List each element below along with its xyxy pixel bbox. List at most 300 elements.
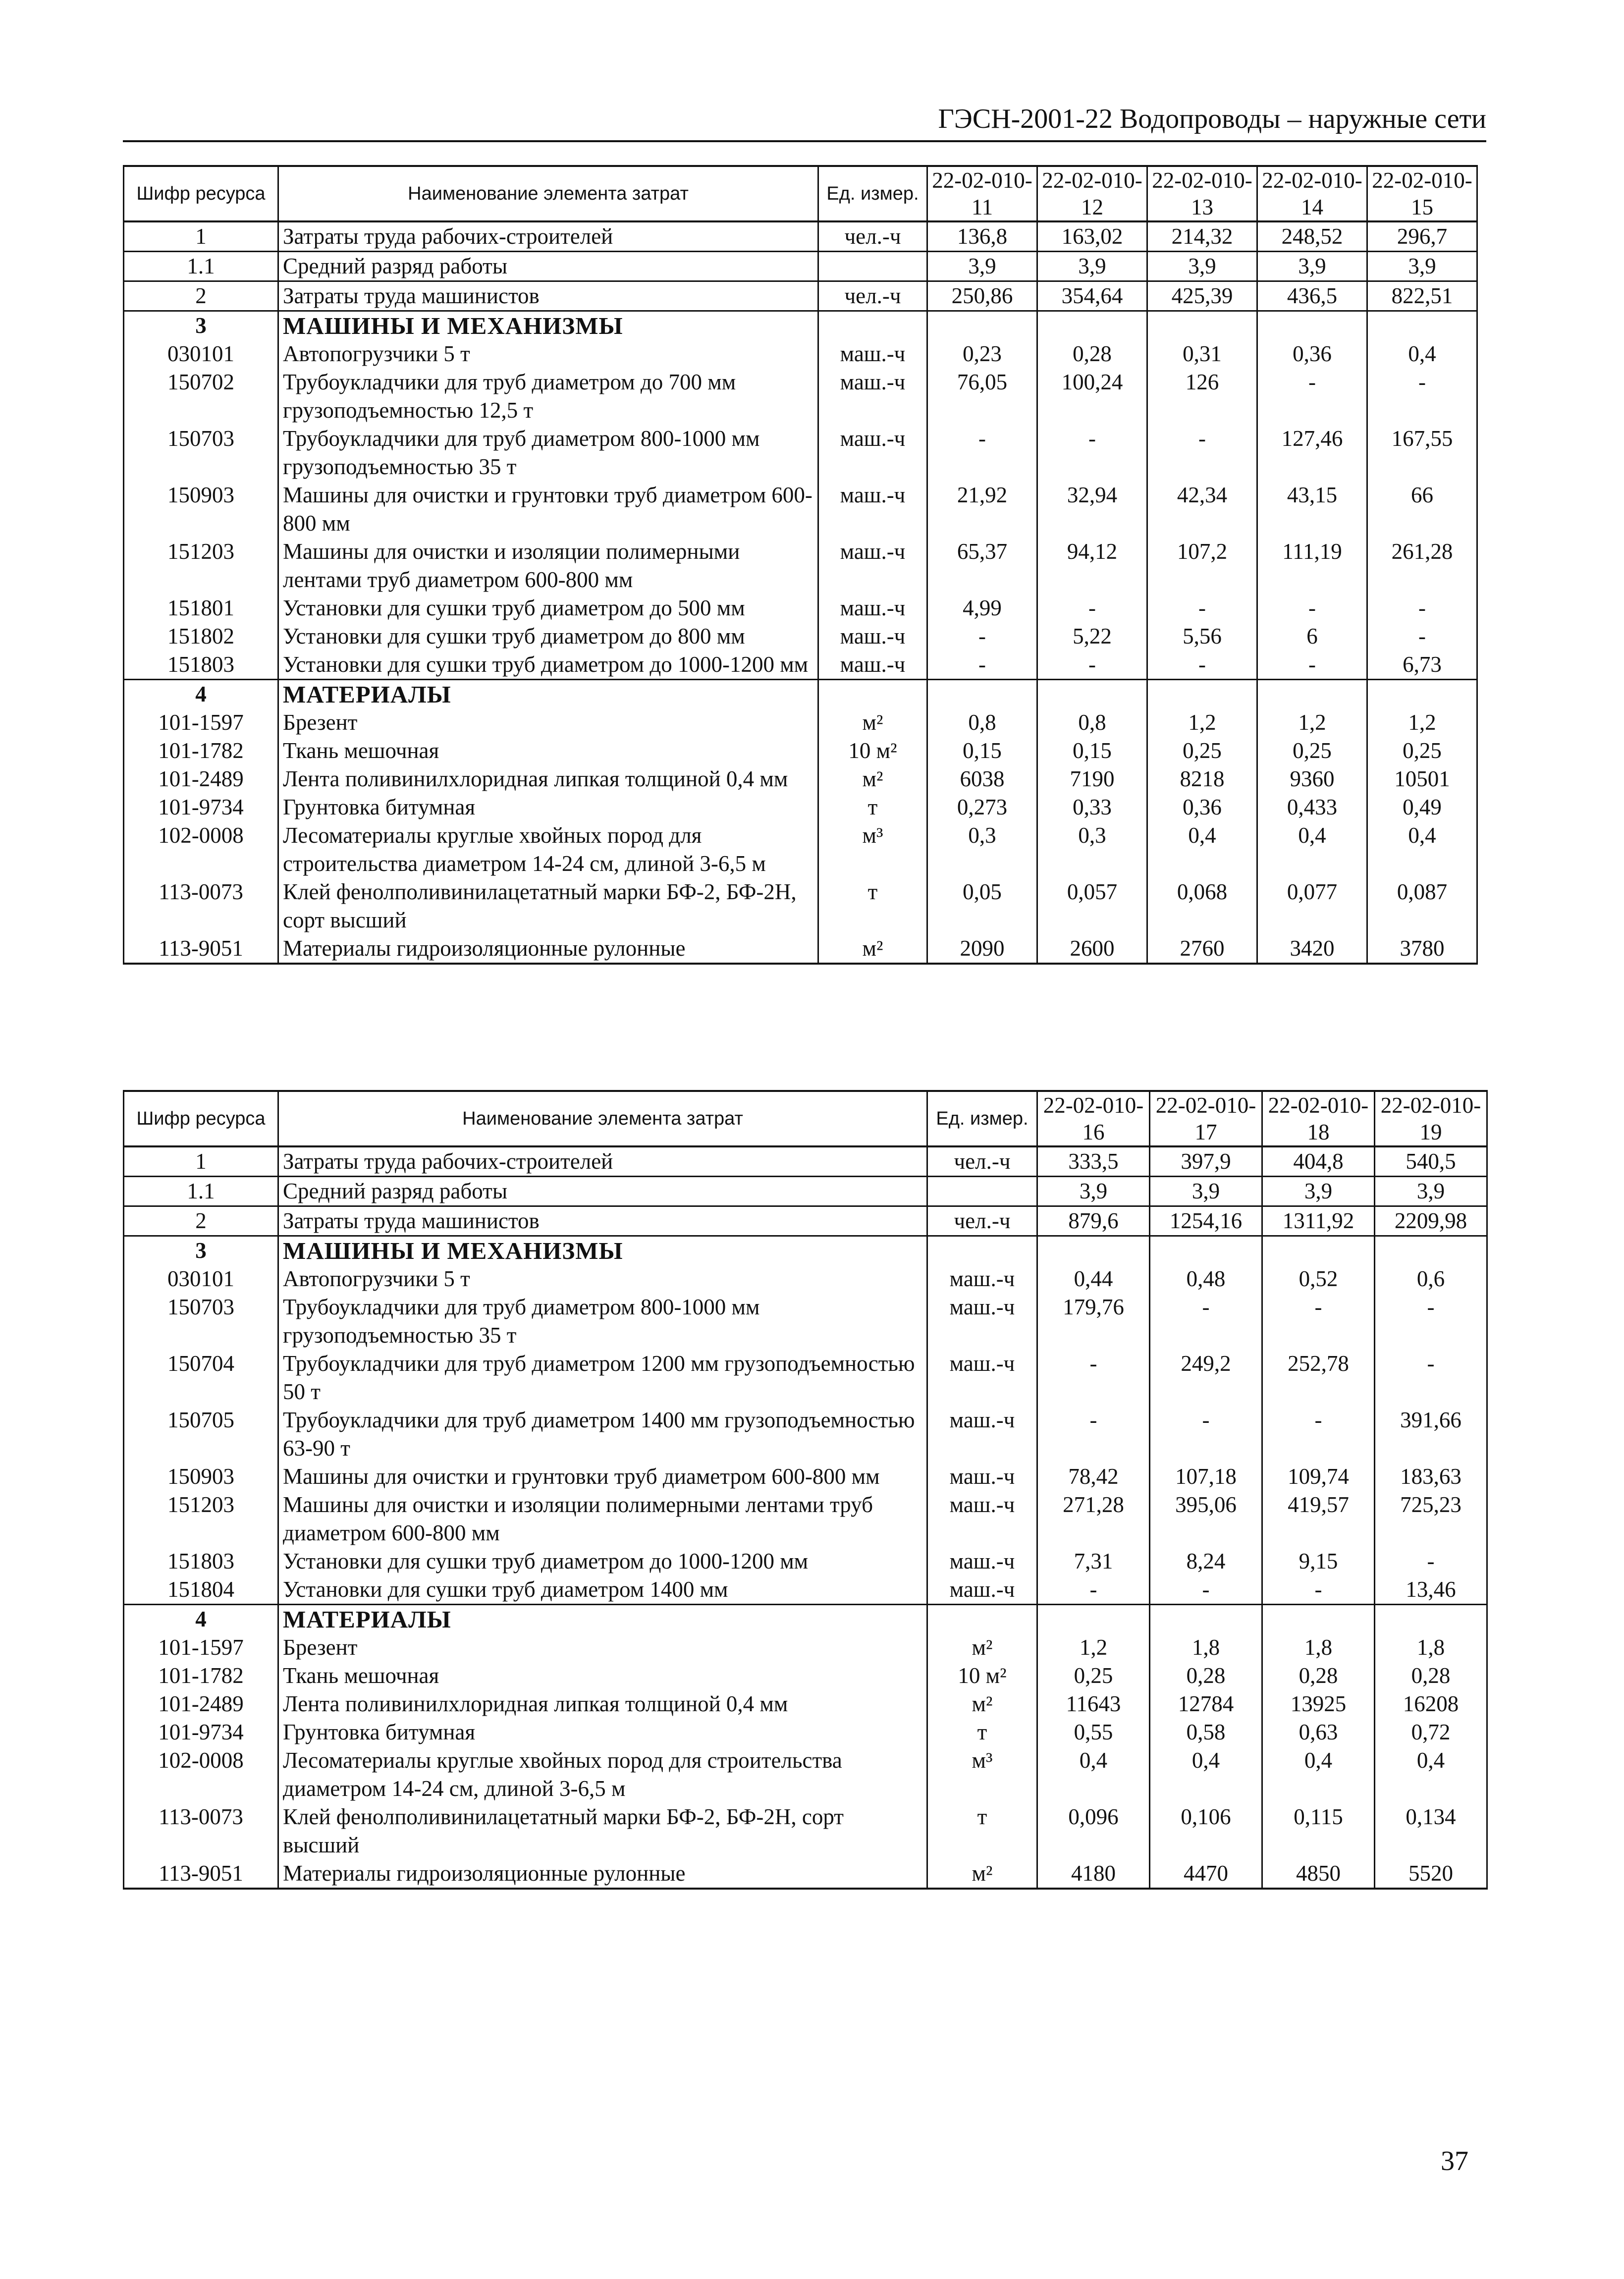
table-row — [124, 481, 1477, 538]
row-unit: маш.-ч — [927, 1547, 1037, 1575]
row-value: 0,6 — [1375, 1265, 1487, 1293]
row-name: Лесоматериалы круглые хвойных пород для строительства диаметром 14-24 см, длиной 3-6,5 м — [278, 1746, 927, 1803]
table-row — [124, 1350, 1487, 1406]
row-value: 1,2 — [1147, 708, 1257, 737]
row-value: 0,58 — [1150, 1718, 1262, 1746]
row-value: 3,9 — [1037, 252, 1147, 281]
row-code: 101-1782 — [124, 737, 278, 765]
row-value: 0,077 — [1257, 878, 1367, 934]
row-unit: маш.-ч — [818, 538, 927, 594]
row-code: 102-0008 — [124, 821, 278, 878]
row-value: 0,52 — [1262, 1265, 1375, 1293]
row-value: 12784 — [1150, 1690, 1262, 1718]
row-value: 8218 — [1147, 765, 1257, 793]
row-name: МАТЕРИАЛЫ — [278, 680, 818, 709]
row-value: 5,56 — [1147, 622, 1257, 651]
row-value: 65,37 — [927, 538, 1037, 594]
row-value: 6,73 — [1367, 651, 1477, 680]
row-code: 151801 — [124, 594, 278, 622]
row-value: 7,31 — [1037, 1547, 1150, 1575]
row-unit — [927, 1236, 1037, 1265]
row-code: 150703 — [124, 1293, 278, 1350]
row-code: 101-1597 — [124, 708, 278, 737]
row-value: 0,4 — [1367, 340, 1477, 368]
row-value: 6038 — [927, 765, 1037, 793]
row-name: Трубоукладчики для труб диаметром 800-1000 мм грузоподъемностью 35 т — [278, 425, 818, 481]
row-value: 76,05 — [927, 368, 1037, 425]
row-value: 2760 — [1147, 934, 1257, 964]
header-rule — [123, 140, 1486, 142]
row-value — [1147, 680, 1257, 709]
row-unit: маш.-ч — [818, 481, 927, 538]
row-code: 150703 — [124, 425, 278, 481]
row-value: 3,9 — [1375, 1177, 1487, 1206]
row-value: 13925 — [1262, 1690, 1375, 1718]
row-value: 214,32 — [1147, 221, 1257, 252]
table-row — [124, 1293, 1487, 1350]
table-body — [124, 1146, 1487, 1889]
row-value: 3,9 — [927, 252, 1037, 281]
row-value: 0,134 — [1375, 1803, 1487, 1859]
row-unit: м³ — [818, 821, 927, 878]
row-value: 0,4 — [1147, 821, 1257, 878]
row-unit: чел.-ч — [927, 1206, 1037, 1236]
table-header-row — [124, 1091, 1487, 1146]
header-col: 22-02-010-14 — [1257, 166, 1367, 221]
row-name: Затраты труда машинистов — [278, 281, 818, 311]
table-row — [124, 1206, 1487, 1236]
table-row — [124, 622, 1477, 651]
row-value — [1262, 1605, 1375, 1634]
table-row — [124, 1690, 1487, 1718]
table-row — [124, 1265, 1487, 1293]
row-name: МАТЕРИАЛЫ — [278, 1605, 927, 1634]
row-code: 101-9734 — [124, 793, 278, 821]
row-unit: маш.-ч — [927, 1293, 1037, 1350]
row-value: - — [1367, 594, 1477, 622]
row-unit — [927, 1177, 1037, 1206]
row-value: - — [1147, 425, 1257, 481]
row-value: - — [1037, 1575, 1150, 1605]
table-row — [124, 1146, 1487, 1177]
table-row — [124, 765, 1477, 793]
row-value: - — [1375, 1293, 1487, 1350]
row-value: 1,8 — [1262, 1633, 1375, 1662]
row-value: 879,6 — [1037, 1206, 1150, 1236]
header-col: 22-02-010-16 — [1037, 1091, 1150, 1146]
row-unit: чел.-ч — [818, 281, 927, 311]
row-value: 0,273 — [927, 793, 1037, 821]
row-name: Брезент — [278, 1633, 927, 1662]
row-value: 1,8 — [1150, 1633, 1262, 1662]
row-value: 0,096 — [1037, 1803, 1150, 1859]
row-value: 0,55 — [1037, 1718, 1150, 1746]
row-unit: м² — [818, 708, 927, 737]
row-value: - — [1037, 594, 1147, 622]
row-value: 333,5 — [1037, 1146, 1150, 1177]
row-unit: маш.-ч — [927, 1575, 1037, 1605]
header-col: 22-02-010-13 — [1147, 166, 1257, 221]
row-code: 101-1782 — [124, 1662, 278, 1690]
row-unit: маш.-ч — [927, 1350, 1037, 1406]
table-row — [124, 934, 1477, 964]
table-row — [124, 281, 1477, 311]
row-value: - — [1150, 1406, 1262, 1463]
row-code: 1.1 — [124, 252, 278, 281]
row-value: 0,15 — [1037, 737, 1147, 765]
header-col: 22-02-010-11 — [927, 166, 1037, 221]
row-value: 0,25 — [1367, 737, 1477, 765]
row-value: 261,28 — [1367, 538, 1477, 594]
row-unit: м² — [927, 1690, 1037, 1718]
row-name: Машины для очистки и грунтовки труб диаметром 600-800 мм — [278, 481, 818, 538]
row-value: 4470 — [1150, 1859, 1262, 1889]
row-value: 0,25 — [1037, 1662, 1150, 1690]
row-value: 2209,98 — [1375, 1206, 1487, 1236]
row-value: 0,05 — [927, 878, 1037, 934]
row-value: 250,86 — [927, 281, 1037, 311]
row-name: Машины для очистки и изоляции полимерными лентами труб диаметром 600-800 мм — [278, 1491, 927, 1547]
row-value — [1367, 680, 1477, 709]
row-value: 78,42 — [1037, 1463, 1150, 1491]
row-code: 151802 — [124, 622, 278, 651]
row-unit: маш.-ч — [927, 1463, 1037, 1491]
row-value: 296,7 — [1367, 221, 1477, 252]
row-value: 42,34 — [1147, 481, 1257, 538]
table-row — [124, 793, 1477, 821]
row-name: Материалы гидроизоляционные рулонные — [278, 1859, 927, 1889]
row-value: 1,8 — [1375, 1633, 1487, 1662]
row-unit: т — [927, 1803, 1037, 1859]
row-value: 0,4 — [1257, 821, 1367, 878]
table-row — [124, 1605, 1487, 1634]
table-row — [124, 1746, 1487, 1803]
row-name: Клей фенолполивинилацетатный марки БФ-2, БФ-2Н, сорт высший — [278, 1803, 927, 1859]
row-value: 0,3 — [927, 821, 1037, 878]
row-value: 107,18 — [1150, 1463, 1262, 1491]
row-unit: маш.-ч — [927, 1491, 1037, 1547]
table-row — [124, 1718, 1487, 1746]
row-code: 3 — [124, 1236, 278, 1265]
row-name: Установки для сушки труб диаметром до 800 мм — [278, 622, 818, 651]
table-row — [124, 1859, 1487, 1889]
row-value: 136,8 — [927, 221, 1037, 252]
row-code: 150704 — [124, 1350, 278, 1406]
row-code: 151803 — [124, 1547, 278, 1575]
row-value: 0,15 — [927, 737, 1037, 765]
row-value: 3,9 — [1367, 252, 1477, 281]
row-unit: маш.-ч — [818, 594, 927, 622]
row-value: 0,48 — [1150, 1265, 1262, 1293]
table-row — [124, 221, 1477, 252]
row-name: Затраты труда рабочих-строителей — [278, 221, 818, 252]
row-value: - — [1262, 1293, 1375, 1350]
row-value: 0,4 — [1375, 1746, 1487, 1803]
row-value: 111,19 — [1257, 538, 1367, 594]
row-value: 9360 — [1257, 765, 1367, 793]
row-code: 151803 — [124, 651, 278, 680]
row-name: Трубоукладчики для труб диаметром 800-1000 мм грузоподъемностью 35 т — [278, 1293, 927, 1350]
row-name: Трубоукладчики для труб диаметром 1400 мм грузоподъемностью 63-90 т — [278, 1406, 927, 1463]
table-header-row — [124, 166, 1477, 221]
row-value: 1,2 — [1037, 1633, 1150, 1662]
row-code: 113-9051 — [124, 1859, 278, 1889]
row-code: 030101 — [124, 1265, 278, 1293]
row-value: 13,46 — [1375, 1575, 1487, 1605]
page-number: 37 — [1441, 2146, 1468, 2176]
header-code: Шифр ресурса — [124, 166, 278, 221]
row-value: 107,2 — [1147, 538, 1257, 594]
row-code: 113-0073 — [124, 878, 278, 934]
row-value: 1311,92 — [1262, 1206, 1375, 1236]
row-unit: т — [818, 878, 927, 934]
row-value: 0,4 — [1150, 1746, 1262, 1803]
row-value: - — [1257, 651, 1367, 680]
row-value: 10501 — [1367, 765, 1477, 793]
row-value: 126 — [1147, 368, 1257, 425]
row-value: - — [1150, 1293, 1262, 1350]
row-value: 3420 — [1257, 934, 1367, 964]
row-value: - — [927, 425, 1037, 481]
row-value: 0,28 — [1375, 1662, 1487, 1690]
row-value: 0,4 — [1367, 821, 1477, 878]
header-col: 22-02-010-15 — [1367, 166, 1477, 221]
table-row — [124, 1803, 1487, 1859]
row-value: - — [1150, 1575, 1262, 1605]
table-row — [124, 1662, 1487, 1690]
row-unit: 10 м² — [818, 737, 927, 765]
row-value: 425,39 — [1147, 281, 1257, 311]
row-value: 271,28 — [1037, 1491, 1150, 1547]
row-value: - — [1037, 1406, 1150, 1463]
row-value: 0,057 — [1037, 878, 1147, 934]
row-value: 0,44 — [1037, 1265, 1150, 1293]
row-code: 101-2489 — [124, 765, 278, 793]
table-row — [124, 1547, 1487, 1575]
row-name: Установки для сушки труб диаметром до 1000-1200 мм — [278, 1547, 927, 1575]
table-row — [124, 737, 1477, 765]
row-value: - — [1257, 368, 1367, 425]
row-value: 0,8 — [927, 708, 1037, 737]
row-name: Материалы гидроизоляционные рулонные — [278, 934, 818, 964]
row-value: - — [1262, 1406, 1375, 1463]
document-title: ГЭСН-2001-22 Водопроводы – наружные сети — [938, 104, 1486, 134]
table-row — [124, 821, 1477, 878]
row-value: 540,5 — [1375, 1146, 1487, 1177]
row-value — [1037, 1605, 1150, 1634]
row-value: - — [1147, 651, 1257, 680]
row-value — [1375, 1236, 1487, 1265]
row-value: - — [1147, 594, 1257, 622]
row-value: 6 — [1257, 622, 1367, 651]
row-value: 822,51 — [1367, 281, 1477, 311]
row-value: 436,5 — [1257, 281, 1367, 311]
row-value: 109,74 — [1262, 1463, 1375, 1491]
row-value: 3,9 — [1262, 1177, 1375, 1206]
row-value: 0,087 — [1367, 878, 1477, 934]
row-value: 43,15 — [1257, 481, 1367, 538]
row-code: 4 — [124, 680, 278, 709]
row-value: 1254,16 — [1150, 1206, 1262, 1236]
row-value: 0,28 — [1150, 1662, 1262, 1690]
row-value: 0,106 — [1150, 1803, 1262, 1859]
row-unit: м² — [927, 1859, 1037, 1889]
row-value: 2090 — [927, 934, 1037, 964]
row-code: 2 — [124, 281, 278, 311]
row-value: 4850 — [1262, 1859, 1375, 1889]
row-name: Лента поливинилхлоридная липкая толщиной 0,4 мм — [278, 765, 818, 793]
row-code: 150705 — [124, 1406, 278, 1463]
row-value: 32,94 — [1037, 481, 1147, 538]
row-value — [1375, 1605, 1487, 1634]
row-value: 183,63 — [1375, 1463, 1487, 1491]
table-row — [124, 1491, 1487, 1547]
row-value: 9,15 — [1262, 1547, 1375, 1575]
row-unit: м² — [927, 1633, 1037, 1662]
row-code: 1 — [124, 1146, 278, 1177]
row-code: 3 — [124, 311, 278, 340]
row-value: 0,36 — [1147, 793, 1257, 821]
row-value — [927, 680, 1037, 709]
row-value: 0,33 — [1037, 793, 1147, 821]
row-unit: маш.-ч — [818, 651, 927, 680]
row-value: 0,72 — [1375, 1718, 1487, 1746]
row-unit: маш.-ч — [927, 1265, 1037, 1293]
row-value: - — [1037, 1350, 1150, 1406]
row-value: 404,8 — [1262, 1146, 1375, 1177]
row-name: Грунтовка битумная — [278, 793, 818, 821]
row-name: Средний разряд работы — [278, 252, 818, 281]
row-name: МАШИНЫ И МЕХАНИЗМЫ — [278, 1236, 927, 1265]
row-value: 397,9 — [1150, 1146, 1262, 1177]
row-unit: м² — [818, 765, 927, 793]
row-code: 101-9734 — [124, 1718, 278, 1746]
row-code: 151203 — [124, 1491, 278, 1547]
table-row — [124, 1633, 1487, 1662]
row-value: 2600 — [1037, 934, 1147, 964]
row-value: - — [1375, 1350, 1487, 1406]
row-value: 248,52 — [1257, 221, 1367, 252]
table-body — [124, 221, 1477, 964]
row-value: 0,28 — [1262, 1662, 1375, 1690]
row-code: 030101 — [124, 340, 278, 368]
row-code: 2 — [124, 1206, 278, 1236]
row-code: 1 — [124, 221, 278, 252]
row-unit: маш.-ч — [818, 425, 927, 481]
row-value: 16208 — [1375, 1690, 1487, 1718]
table-row — [124, 340, 1477, 368]
row-value: 3,9 — [1257, 252, 1367, 281]
row-unit: т — [927, 1718, 1037, 1746]
row-value: 8,24 — [1150, 1547, 1262, 1575]
table-row — [124, 594, 1477, 622]
row-value: - — [1037, 425, 1147, 481]
row-value: 5520 — [1375, 1859, 1487, 1889]
row-value: 3,9 — [1150, 1177, 1262, 1206]
row-value: 179,76 — [1037, 1293, 1150, 1350]
table-row — [124, 1463, 1487, 1491]
row-value: 252,78 — [1262, 1350, 1375, 1406]
row-value: 21,92 — [927, 481, 1037, 538]
row-value: - — [927, 622, 1037, 651]
row-value: 0,63 — [1262, 1718, 1375, 1746]
table-row — [124, 708, 1477, 737]
row-value — [927, 311, 1037, 340]
table-row — [124, 651, 1477, 680]
row-value — [1150, 1236, 1262, 1265]
table-row — [124, 680, 1477, 709]
header-name: Наименование элемента затрат — [278, 166, 818, 221]
row-value: 0,115 — [1262, 1803, 1375, 1859]
estimate-table-1 — [123, 165, 1478, 965]
row-name: Трубоукладчики для труб диаметром до 700 мм грузоподъемностью 12,5 т — [278, 368, 818, 425]
row-value: 100,24 — [1037, 368, 1147, 425]
row-value: 1,2 — [1257, 708, 1367, 737]
row-value: 0,31 — [1147, 340, 1257, 368]
row-value — [1037, 680, 1147, 709]
row-value: 354,64 — [1037, 281, 1147, 311]
table-row — [124, 368, 1477, 425]
row-value: 419,57 — [1262, 1491, 1375, 1547]
row-name: Лесоматериалы круглые хвойных пород для строительства диаметром 14-24 см, длиной 3-6,5 м — [278, 821, 818, 878]
estimate-table-2 — [123, 1090, 1488, 1890]
row-code: 1.1 — [124, 1177, 278, 1206]
row-value: 3,9 — [1147, 252, 1257, 281]
table-row — [124, 311, 1477, 340]
row-code: 102-0008 — [124, 1746, 278, 1803]
row-unit: м³ — [927, 1746, 1037, 1803]
row-value — [1262, 1236, 1375, 1265]
row-value: 0,25 — [1257, 737, 1367, 765]
row-unit — [818, 680, 927, 709]
row-value: - — [1367, 368, 1477, 425]
row-value — [1147, 311, 1257, 340]
row-value: 4,99 — [927, 594, 1037, 622]
row-name: Установки для сушки труб диаметром до 1000-1200 мм — [278, 651, 818, 680]
row-name: Грунтовка битумная — [278, 1718, 927, 1746]
table-row — [124, 538, 1477, 594]
row-name: Затраты труда рабочих-строителей — [278, 1146, 927, 1177]
table-row — [124, 1575, 1487, 1605]
row-unit: маш.-ч — [818, 622, 927, 651]
row-value: 66 — [1367, 481, 1477, 538]
row-name: Клей фенолполивинилацетатный марки БФ-2, БФ-2Н, сорт высший — [278, 878, 818, 934]
row-value: 0,433 — [1257, 793, 1367, 821]
row-value: - — [1037, 651, 1147, 680]
row-code: 113-9051 — [124, 934, 278, 964]
row-unit — [818, 311, 927, 340]
row-name: МАШИНЫ И МЕХАНИЗМЫ — [278, 311, 818, 340]
row-name: Автопогрузчики 5 т — [278, 340, 818, 368]
row-code: 151203 — [124, 538, 278, 594]
row-name: Лента поливинилхлоридная липкая толщиной 0,4 мм — [278, 1690, 927, 1718]
row-code: 151804 — [124, 1575, 278, 1605]
header-col: 22-02-010-19 — [1375, 1091, 1487, 1146]
row-value: 0,36 — [1257, 340, 1367, 368]
row-value: 0,4 — [1262, 1746, 1375, 1803]
row-unit: т — [818, 793, 927, 821]
row-unit: маш.-ч — [818, 340, 927, 368]
header-unit: Ед. измер. — [927, 1091, 1037, 1146]
row-name: Машины для очистки и грунтовки труб диаметром 600-800 мм — [278, 1463, 927, 1491]
header-col: 22-02-010-18 — [1262, 1091, 1375, 1146]
table-row — [124, 1406, 1487, 1463]
row-value: 163,02 — [1037, 221, 1147, 252]
table-row — [124, 1177, 1487, 1206]
row-value — [1037, 1236, 1150, 1265]
row-value: 0,28 — [1037, 340, 1147, 368]
row-unit: м² — [818, 934, 927, 964]
